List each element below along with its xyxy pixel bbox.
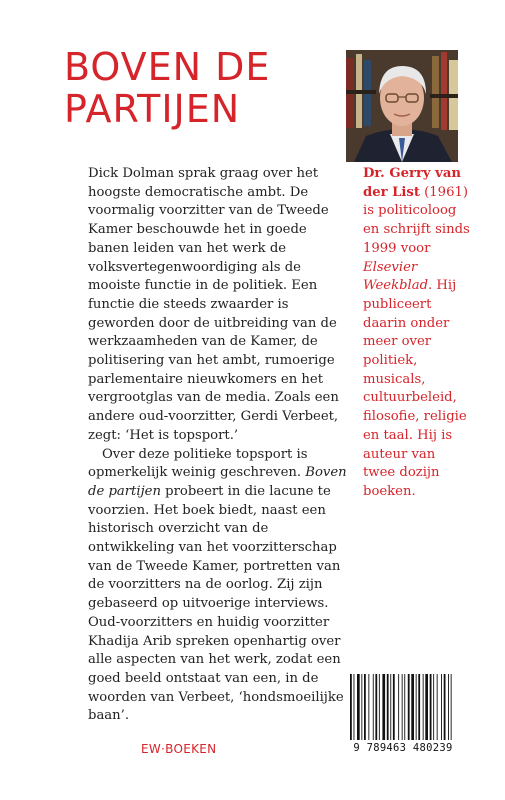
barcode-icon (348, 674, 458, 742)
author-photo (346, 50, 458, 162)
author-portrait-icon (346, 50, 458, 162)
magazine-name: Elsevier Weekblad (363, 259, 429, 294)
blurb-text (88, 165, 350, 726)
author-bio: Dr. Gerry van der List (1961) is politicoloog en schrijft sinds 1999 voor Elsevier Weekblad. Hij publiceert daarin onder meer over politiek, musicals, cultuurbeleid, filosofie, religie en taal. Hij is auteur van twee dozijn boeken. (363, 166, 470, 499)
author-name: Dr. Gerry van der List (363, 166, 461, 200)
blurb-paragraph-1: Dick Dolman sprak graag over het hoogste democratische ambt. De voormalig voorzitter van de Tweede Kamer beschouwde het in goede banen leiden van het werk de volksvertegenwoordiging als de mooiste functie in de politiek. Een functie die steeds zwaarder is geworden door de uitbreiding van de werkzaamheden van de Kamer, de politisering van het ambt, rumoerige parlementaire nieuwkomers en het vergrootglas van de media. Zoals een andere oud-voorzitter, Gerdi Verbeet, zegt: ‘Het is topsport.’ (88, 166, 339, 443)
book-title (64, 46, 334, 130)
publisher-logo: EW·BOEKEN (141, 742, 217, 756)
title-line-1: BOVEN DE (64, 45, 271, 89)
title-line-2: PARTIJEN (64, 87, 241, 131)
isbn-barcode (344, 670, 462, 766)
isbn-number: 9 789463 480239 (353, 742, 453, 754)
book-title-reference: Boven de partijen (88, 465, 347, 499)
blurb-paragraph-2: Over deze politieke topsport is opmerkelijk weinig geschreven. Boven de partijen probeert in die lacune te voorzien. Het boek biedt, naast een historisch overzicht van de ontwikkeling van het voorzitterschap van de Tweede Kamer, portretten van de voorzitters na de oorlog. Zij zijn gebaseerd op uitvoerige interviews. Oud-voorzitters en huidig voorzitter Khadija Arib spreken openhartig over alle aspecten van het werk, zodat een goed beeld ontstaat van een, in de woorden van Verbeet, ‘hondsmoeilijke baan’. (88, 446, 347, 724)
